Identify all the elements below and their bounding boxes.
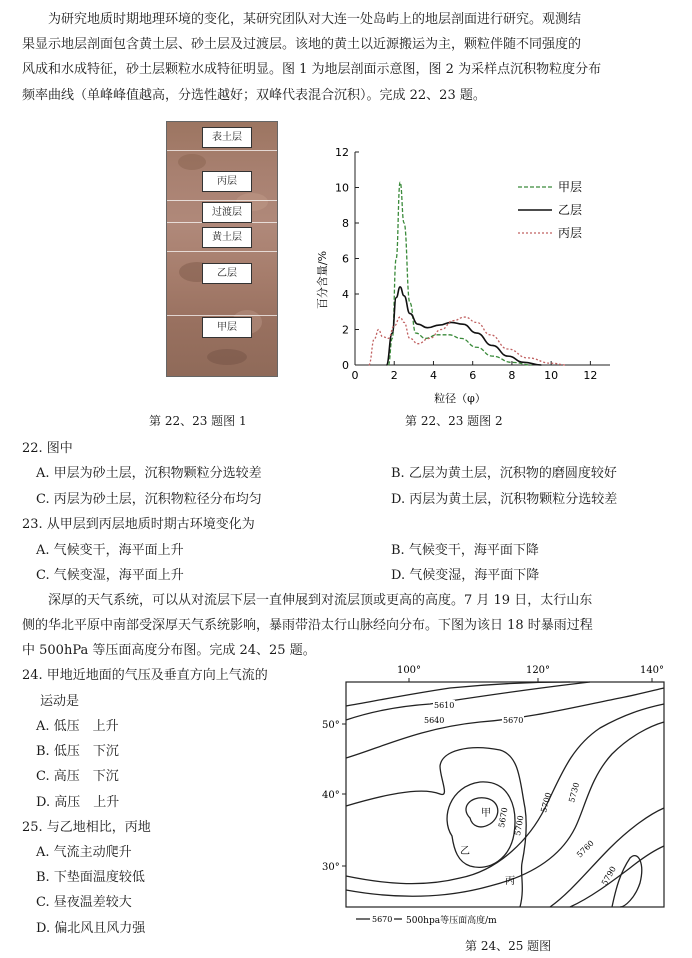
figure-2-caption: 第 22、23 题图 2: [405, 414, 503, 428]
q23-option-c[interactable]: C. 气候变湿，海平面上升: [36, 568, 184, 583]
grain-size-chart: [300, 140, 630, 410]
legend-label: 丙层: [558, 226, 583, 240]
legend-text: 500hpa等压面高度/m: [406, 916, 497, 926]
figure-1-caption: 第 22、23 题图 1: [149, 414, 247, 428]
lat-label: 30°: [322, 862, 340, 873]
q22-option-b[interactable]: B. 乙层为黄土层，沉积物的磨圆度较好: [391, 466, 617, 481]
contour-label: 5670: [497, 806, 510, 829]
q25-option-a[interactable]: A. 气流主动爬升: [36, 845, 132, 860]
layer-boundary: [167, 315, 277, 316]
layer-label: 丙层: [202, 171, 252, 192]
y-axis-label: 百分含量/%: [316, 250, 329, 310]
x-tick-label: 6: [469, 369, 477, 382]
contour-label: 5730: [567, 781, 582, 804]
contour-label: 5790: [599, 864, 618, 887]
lon-label: 140°: [639, 665, 665, 676]
lat-label: 40°: [322, 790, 340, 801]
intro2-line-2: 侧的华北平原中南部受深厚天气系统影响，暴雨带沿太行山脉经向分布。下图为该日 18 时暴雨过程: [22, 618, 593, 633]
contour-label: 5700: [513, 814, 526, 837]
x-tick-label: 0: [351, 369, 359, 382]
q24-option-d[interactable]: D. 高压 上升: [36, 795, 120, 810]
x-tick-label: 4: [429, 369, 437, 382]
y-tick-label: 2: [342, 323, 349, 337]
q22-stem: 22. 图中: [22, 441, 73, 456]
layer-boundary: [167, 150, 277, 151]
series-line-乙层: [386, 287, 541, 365]
q24-stem: 24. 甲地近地面的气压及垂直方向上气流的: [22, 668, 268, 683]
legend-value: 5670: [372, 915, 393, 924]
contour-label: 5700: [539, 791, 554, 814]
x-tick-label: 10: [544, 369, 559, 382]
layer-label: 过渡层: [202, 202, 252, 223]
contour-label: 5640: [424, 716, 445, 725]
y-tick-label: 8: [342, 217, 349, 230]
q24-stem-cont: 运动是: [40, 694, 80, 709]
intro2-line-1: 深厚的天气系统，可以从对流层下层一直伸展到对流层顶或更高的高度。7 月 19 日，太行山东: [48, 593, 593, 608]
intro1-line-2: 果显示地层剖面包含黄土层、砂土层及过渡层。该地的黄土以近源搬运为主，颗粒伴随不同强度的: [22, 37, 582, 52]
stratigraphic-section-photo: [166, 121, 278, 377]
contour-label: 5670: [503, 716, 524, 725]
layer-label: 乙层: [202, 263, 252, 284]
q25-option-b[interactable]: B. 下垫面温度较低: [36, 870, 145, 885]
q23-option-a[interactable]: A. 气候变干，海平面上升: [36, 543, 184, 558]
contour-map: [320, 658, 680, 930]
q22-option-a[interactable]: A. 甲层为砂土层，沉积物颗粒分选较差: [36, 466, 262, 481]
x-tick-label: 2: [390, 369, 398, 382]
layer-label: 表土层: [202, 127, 252, 148]
contour-label: 5610: [434, 701, 455, 710]
y-tick-label: 12: [335, 146, 349, 159]
q23-stem: 23. 从甲层到丙层地质时期古环境变化为: [22, 517, 255, 532]
x-tick-label: 12: [583, 369, 598, 382]
q24-option-c[interactable]: C. 高压 下沉: [36, 769, 119, 784]
contour-label: 5760: [575, 838, 596, 860]
q23-option-d[interactable]: D. 气候变湿，海平面下降: [391, 568, 540, 583]
intro1-line-1: 为研究地质时期地理环境的变化，某研究团队对大连一处岛屿上的地层剖面进行研究。观测结: [48, 12, 582, 27]
legend-label: 甲层: [558, 180, 583, 194]
lon-label: 100°: [396, 665, 422, 676]
q22-option-d[interactable]: D. 丙层为黄土层，沉积物颗粒分选较差: [391, 492, 618, 507]
map-caption: 第 24、25 题图: [465, 939, 552, 953]
place-bing: 丙: [505, 876, 515, 887]
q25-stem: 25. 与乙地相比，丙地: [22, 820, 151, 835]
intro1-line-4: 频率曲线（单峰峰值越高，分选性越好；双峰代表混合沉积）。完成 22、23 题。: [22, 88, 486, 103]
q22-option-c[interactable]: C. 丙层为砂土层，沉积物粒径分布均匀: [36, 492, 262, 507]
layer-boundary: [167, 200, 277, 201]
place-jia: 甲: [481, 808, 491, 819]
place-yi: 乙: [460, 846, 470, 857]
q25-option-c[interactable]: C. 昼夜温差较大: [36, 895, 132, 910]
y-tick-label: 4: [342, 288, 349, 301]
q23-option-b[interactable]: B. 气候变干，海平面下降: [391, 543, 539, 558]
lat-label: 50°: [322, 720, 340, 731]
q25-option-d[interactable]: D. 偏北风且风力强: [36, 921, 146, 936]
lon-label: 120°: [525, 665, 551, 676]
x-axis-label: 粒径（φ）: [434, 392, 486, 405]
layer-boundary: [167, 251, 277, 252]
chart-legend: [518, 180, 582, 240]
intro2-line-3: 中 500hPa 等压面高度分布图。完成 24、25 题。: [22, 643, 316, 658]
layer-label: 甲层: [202, 317, 252, 338]
y-tick-label: 0: [342, 359, 349, 372]
q24-option-b[interactable]: B. 低压 下沉: [36, 744, 119, 759]
layer-label: 黄土层: [202, 227, 252, 248]
series-line-甲层: [388, 182, 531, 365]
x-tick-label: 8: [508, 369, 516, 382]
y-tick-label: 6: [342, 252, 349, 266]
legend-label: 乙层: [558, 203, 583, 217]
intro1-line-3: 风成和水成特征，砂土层颗粒水成特征明显。图 1 为地层剖面示意图，图 2 为采样点沉积物粒度分布: [22, 62, 602, 77]
q24-option-a[interactable]: A. 低压 上升: [36, 719, 119, 734]
y-tick-label: 10: [335, 181, 349, 195]
